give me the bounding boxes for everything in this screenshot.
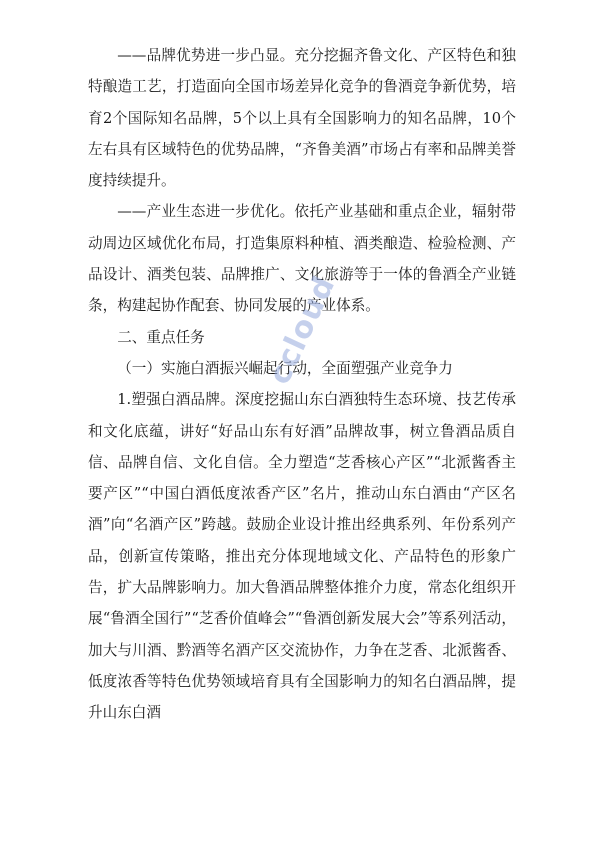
subsection-heading: （一）实施白酒振兴崛起行动，全面塑强产业竞争力 (117, 359, 453, 377)
paragraph-industry-ecology: ——产业生态进一步优化。依托产业基础和重点企业，辐射带动周边区域优化布局，打造集原料种植、酒类酿造、检验检测、产品设计、酒类包装、品牌推广、文化旅游等于一体的鲁酒全产业链条，构建起协作配套、协同发展的产业体系。 (88, 203, 516, 315)
document-body (88, 40, 516, 729)
paragraph-brand-advantage: ——品牌优势进一步凸显。充分挖掘齐鲁文化、产区特色和独特酿造工艺，打造面向全国市场差异化竞争的鲁酒竞争新优势，培育2个国际知名品牌，5个以上具有全国影响力的知名品牌，10个左右具有区域特色的优势品牌，“齐鲁美酒”市场占有率和品牌美誉度持续提升。 (88, 47, 516, 190)
watermark: ccloud (262, 270, 343, 390)
section-heading: 二、重点任务 (117, 328, 205, 346)
paragraph-baijiu-brand: 1.塑强白酒品牌。深度挖掘山东白酒独特生态环境、技艺传承和文化底蕴，讲好“好品山东有好酒”品牌故事，树立鲁酒品质自信、品牌自信、文化自信。全力塑造“芝香核心产区”“北派酱香主要产区”“中国白酒低度浓香产区”名片，推动山东白酒由“产区名酒”向“名酒产区”跨越。鼓励企业设计推出经典系列、年份系列产品，创新宣传策略，推出充分体现地域文化、产品特色的形象广告，扩大品牌影响力。加大鲁酒品牌整体推介力度，常态化组织开展“鲁酒全国行”“芝香价值峰会”“鲁酒创新发展大会”等系列活动，加大与川酒、黔酒等名酒产区交流协作，力争在芝香、北派酱香、低度浓香等特色优势领域培育具有全国影响力的知名白酒品牌，提升山东白酒 (88, 391, 516, 722)
